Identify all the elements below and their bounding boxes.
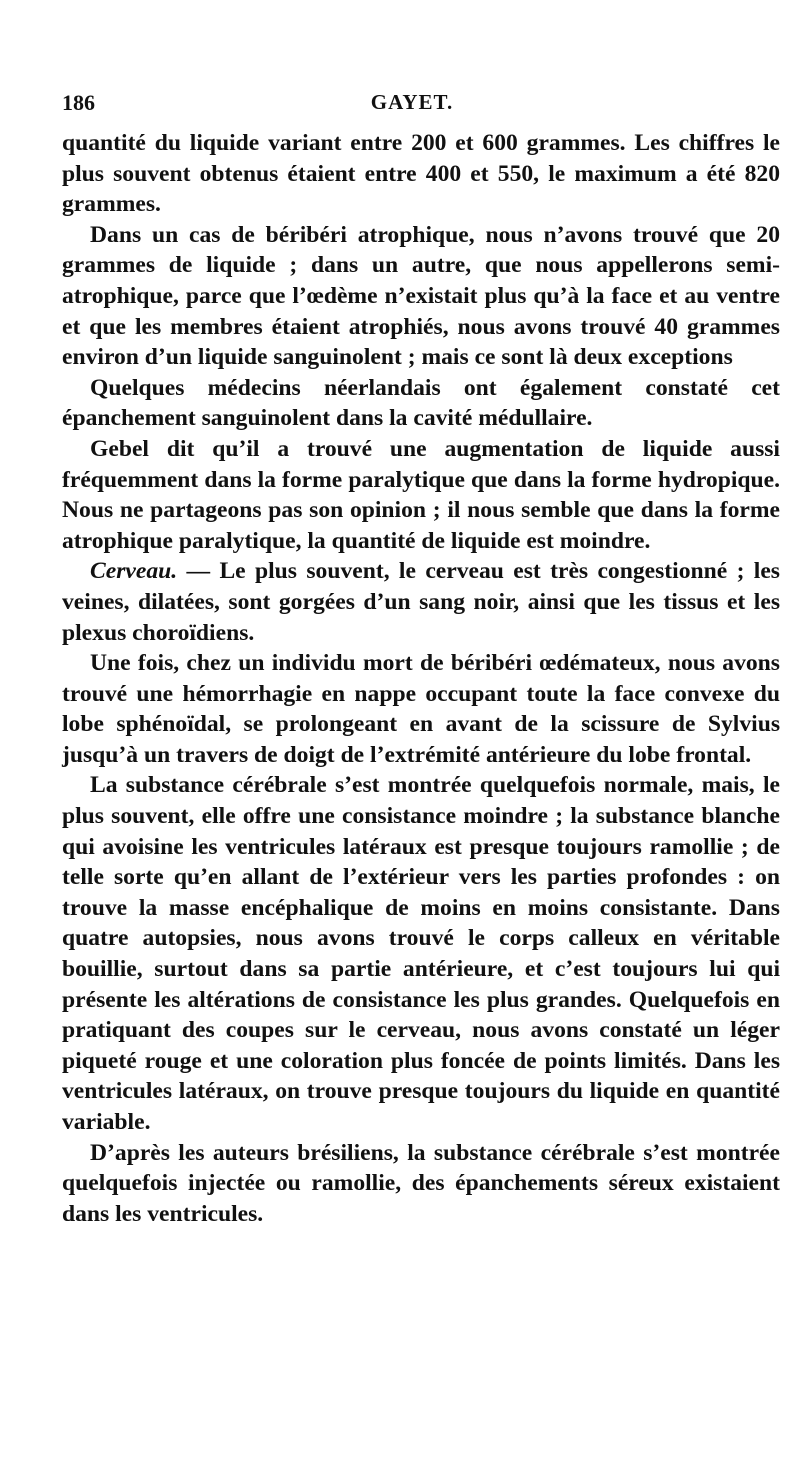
body-text (62, 128, 780, 1229)
page-number: 186 (62, 90, 95, 115)
paragraph-gebel: Gebel dit qu’il a trouvé une augmentation de liquide aussi fréquemment dans la forme paralytique que dans la forme hydropique. Nous ne partageons pas son opinion ; il nous semble que dans la forme atrophique paralytique, la quantité de liquide est moindre. (62, 435, 780, 554)
paragraph-medecins: Quelques médecins néerlandais ont également constaté cet épanchement sanguinolent dans la cavité médullaire. (62, 374, 780, 432)
paragraph-hemorrhagie: Une fois, chez un individu mort de béribéri œdémateux, nous avons trouvé une hémorrhagie en nappe occupant toute la face convexe du lobe sphénoïdal, se prolongeant en avant de la scissure de Sylvius jusqu’à un travers de doigt de l’extrémité antérieure du lobe frontal. (62, 650, 780, 768)
cerveau-heading: Cerveau. (90, 558, 178, 585)
paragraph-cerveau (62, 556, 780, 648)
cerveau-text: — Le plus souvent, le cerveau est très congestionné ; les veines, dilatées, sont gorgées d’un sang noir, ainsi que les tissus et les plexus choroïdiens. (62, 558, 780, 646)
paragraph-continuation: quantité du liquide variant entre 200 et 600 grammes. Les chiffres le plus souvent obtenus étaient entre 400 et 550, le maximum a été 820 grammes. (62, 130, 780, 218)
running-head: GAYET. (370, 90, 454, 114)
paragraph-bresiliens: D’après les auteurs brésiliens, la substance cérébrale s’est montrée quelquefois injectée ou ramollie, des épanchements séreux existaient dans les ventricules. (62, 1139, 780, 1227)
paragraph-atrophique: Dans un cas de béribéri atrophique, nous n’avons trouvé que 20 grammes de liquide ; dans un autre, que nous appellerons semi-atrophique, parce que l’œdème n’existait plus qu’à la face et au ventre et que les membres étaient atrophiés, nous avons trouvé 40 grammes environ d’un liquide sanguinolent ; mais ce sont là deux exceptions (62, 221, 780, 371)
paragraph-substance: La substance cérébrale s’est montrée quelquefois normale, mais, le plus souvent, elle offre une consistance moindre ; la substance blanche qui avoisine les ventricules latéraux est presque toujours ramollie ; de telle sorte qu’en allant de l’extérieur vers les parties profondes : on trouve la masse encéphalique de moins en moins consistante. Dans quatre autopsies, nous avons trouvé le corps calleux en véritable bouillie, surtout dans sa partie antérieure, et c’est toujours lui qui présente les altérations de consistance les plus grandes. Quelquefois en pratiquant des coupes sur le cerveau, nous avons constaté un léger piqueté rouge et une coloration plus foncée de points limités. Dans les ventricules latéraux, on trouve presque toujours du liquide en quantité variable. (62, 772, 780, 1135)
page-header (62, 90, 762, 120)
